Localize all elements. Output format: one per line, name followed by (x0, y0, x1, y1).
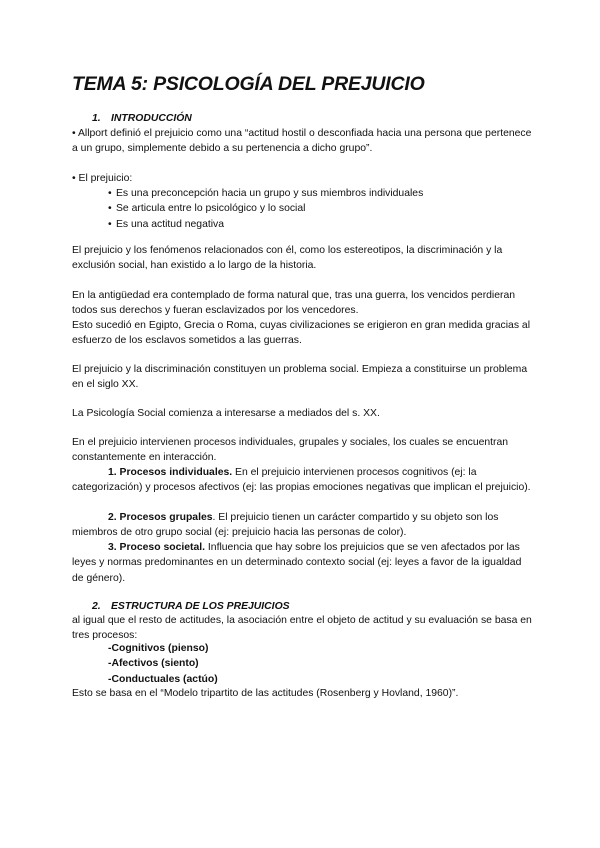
proceso-text: Influencia que hay sobre los prejuicios que se ven afectados por las leyes y normas predominantes en un determinado contexto social (ej: leyes a favor de la igualdad de género). (72, 542, 522, 584)
page-title: TEMA 5: PSICOLOGÍA DEL PREJUICIO (72, 73, 425, 95)
proceso-label: 3. Proceso societal. (108, 542, 206, 553)
proceso-text: . El prejuicio tienen un carácter compartido y su objeto son los miembros de otro grupo social (ej: prejuicio hacia las personas de color). (72, 512, 499, 539)
section-number: 1. (92, 113, 101, 124)
list-item: - Cognitivos (pienso) (108, 641, 218, 656)
proceso-text: En el prejuicio intervienen procesos cognitivos (ej: la categorización) y procesos afectivos (ej: las propias emociones negativas que implican el prejuicio). (72, 467, 531, 494)
section-title: INTRODUCCIÓN (111, 113, 192, 124)
proceso-label: 2. Procesos grupales (108, 512, 213, 523)
proceso-label: 1. Procesos individuales. (108, 467, 233, 478)
proceso-societal (72, 540, 534, 586)
proceso-individual (72, 465, 534, 496)
list-item: • Es una preconcepción hacia un grupo y sus miembros individuales (108, 186, 423, 201)
list-item: - Conductuales (actúo) (108, 672, 218, 687)
list-item: • Es una actitud negativa (108, 217, 423, 232)
paragraph-psicologia-social: La Psicología Social comienza a interesarse a mediados del s. XX. (72, 408, 380, 419)
section-heading-estructura (92, 599, 290, 614)
proceso-grupal (72, 510, 534, 541)
section-title: ESTRUCTURA DE LOS PREJUICIOS (111, 601, 290, 612)
list-item: - Afectivos (siento) (108, 656, 218, 671)
paragraph-antiguedad: En la antigüedad era contemplado de forma natural que, tras una guerra, los vencidos perdieran todos sus derechos y fueran esclavizados por los vencedores. (72, 290, 516, 317)
paragraph-problema-social: El prejuicio y la discriminación constituyen un problema social. Empieza a constituirse un problema en el siglo XX. (72, 364, 528, 391)
section-number: 2. (92, 601, 101, 612)
allport-definition: • Allport definió el prejuicio como una “actitud hostil o desconfiada hacia una persona que pertenece a un grupo, simplemente debido a su pertenencia a dicho grupo”. (72, 128, 532, 155)
prejuicio-characteristics (108, 186, 423, 232)
paragraph-modelo-tripartito: Esto se basa en el “Modelo tripartito de las actitudes (Rosenberg y Hovland, 1960)”. (72, 688, 459, 699)
list-item: • Se articula entre lo psicológico y lo social (108, 201, 423, 216)
paragraph-civilizaciones: Esto sucedió en Egipto, Grecia o Roma, cuyas civilizaciones se erigieron en gran medida gracias al esfuerzo de los esclavos sometidos a las guerras. (72, 320, 530, 347)
prejuicio-label: • El prejuicio: (72, 173, 133, 184)
section-heading-introduccion (92, 111, 192, 126)
paragraph-estructura-intro: al igual que el resto de actitudes, la asociación entre el objeto de actitud y su evaluación se basa en tres procesos: (72, 615, 532, 642)
attitude-components (108, 641, 218, 687)
paragraph-historia: El prejuicio y los fenómenos relacionados con él, como los estereotipos, la discriminación y la exclusión social, han existido a lo largo de la historia. (72, 245, 503, 272)
paragraph-procesos-intro: En el prejuicio intervienen procesos individuales, grupales y sociales, los cuales se encuentran constantemente en interacción. (72, 437, 509, 464)
